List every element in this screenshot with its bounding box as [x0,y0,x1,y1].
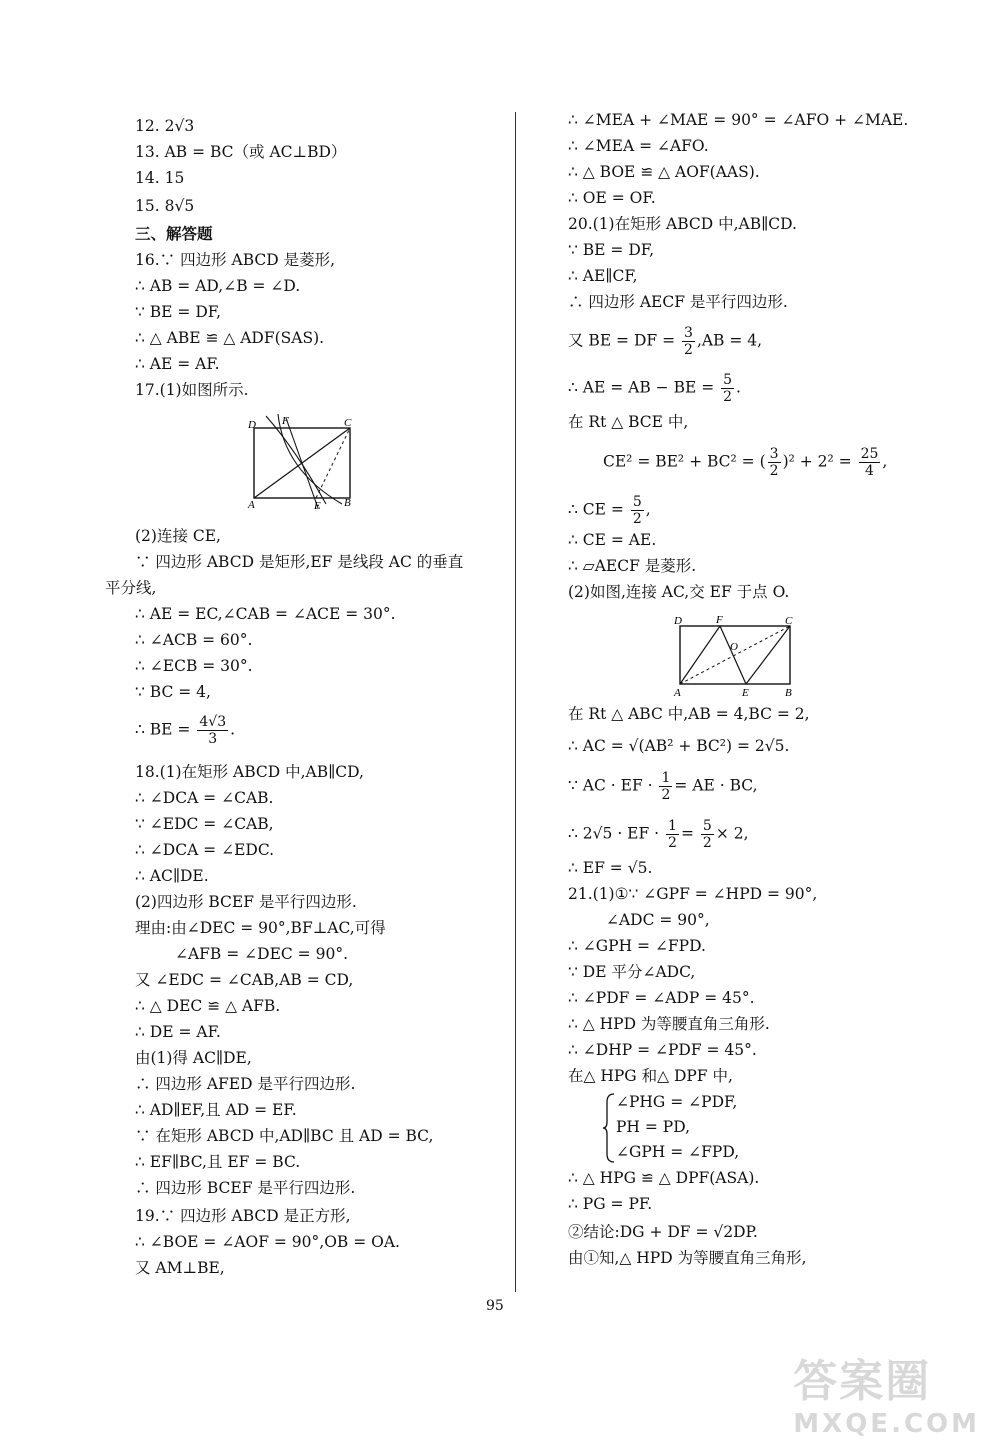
watermark-domain: MXQE.COM [793,1409,980,1439]
q17-fraction-line [135,714,235,747]
denominator: 2 [668,835,677,851]
q17-line: (2)连接 CE, [135,527,221,545]
fig17-label-f: F [282,415,289,427]
q17-line: 17.(1)如图所示. [135,381,249,399]
text: = AE · BC, [674,776,758,795]
q21-line: ②结论:DG + DF = √2DP. [568,1223,758,1241]
numerator: 5 [632,494,642,510]
q18-line: (2)四边形 BCEF 是平行四边形. [135,893,357,911]
text: = [680,824,694,843]
q18-line: ∵ 在矩形 ABCD 中,AD∥BC 且 AD = BC, [135,1127,434,1145]
fraction [701,818,714,851]
q20-line: (2)如图,连接 AC,交 EF 于点 O. [568,583,790,601]
q18-line: ∵ ∠EDC = ∠CAB, [135,815,274,833]
q20-fraction-line [568,770,758,803]
denominator: 2 [702,835,712,851]
fraction [659,770,672,803]
fig20-label-d: D [674,615,682,627]
q21-system-line: ∠PHG = ∠PDF, [616,1093,738,1111]
denominator: 2 [632,511,642,527]
q21-line: ∴ PG = PF. [568,1195,653,1213]
text: ∴ BE = [135,720,191,739]
fraction [859,446,881,479]
q20-fraction-line [568,325,762,358]
numerator: 3 [769,446,779,462]
fig20-label-c: C [785,615,793,627]
q21-line: ∴ △ HPG ≌ △ DPF(ASA). [568,1169,760,1187]
q18-line: 由(1)得 AC∥DE, [135,1049,252,1067]
column-divider [515,112,516,1292]
fraction [631,494,644,527]
text: ∵ AC · EF · [568,776,653,795]
answer-13: 13. AB = BC（或 AC⊥BD） [135,143,347,161]
q19-cont-line: ∴ OE = OF. [568,189,656,207]
fig17-label-e: E [314,500,321,510]
q17-line: ∴ ∠ACB = 60°. [135,631,253,649]
page-number: 95 [486,1298,504,1314]
brace-icon [602,1092,616,1164]
q19-line: ∴ ∠BOE = ∠AOF = 90°,OB = OA. [135,1233,400,1251]
numerator: 5 [702,818,712,834]
q20-line: ∴ EF = √5. [568,859,653,877]
q19-cont-line: ∴ △ BOE ≌ △ AOF(AAS). [568,163,760,181]
q18-line: ∴ ∠DCA = ∠CAB. [135,789,274,807]
denominator: 2 [661,787,671,803]
q21-line: ∠ADC = 90°, [606,911,710,929]
denominator: 3 [208,731,218,747]
text: . [736,378,741,397]
q18-line: 理由:由∠DEC = 90°,BF⊥AC,可得 [135,919,386,937]
q21-line: 在△ HPG 和△ DPF 中, [568,1067,733,1085]
q18-line: ∴ 四边形 BCEF 是平行四边形. [135,1179,356,1197]
denominator: 4 [865,463,874,479]
q20-fraction-line [568,818,749,851]
q18-line: ∴ ∠DCA = ∠EDC. [135,841,275,859]
numerator: 3 [684,325,693,341]
text: × 2, [715,824,749,843]
q16-line: 16.∵ 四边形 ABCD 是菱形, [135,251,336,269]
q17-line: ∵ 四边形 ABCD 是矩形,EF 是线段 AC 的垂直 [135,553,464,571]
numerator: 5 [723,372,733,388]
fig17-label-b: B [344,497,351,509]
text: , [645,500,651,519]
q18-line: 18.(1)在矩形 ABCD 中,AB∥CD, [135,763,364,781]
text: )² + 2² = [782,452,852,471]
watermark-text: 答案圈 [793,1356,932,1407]
q16-line: ∴ AE = AF. [135,355,220,373]
q21-line: ∴ ∠PDF = ∠ADP = 45°. [568,989,755,1007]
figure-17-rectangle [246,410,360,510]
q18-line: ∠AFB = ∠DEC = 90°. [175,945,348,963]
text: ,AB = 4, [696,331,763,350]
q20-fraction-line [603,446,887,479]
q19-cont-line: ∴ ∠MEA = ∠AFO. [568,137,709,155]
q21-system-line: ∠GPH = ∠FPD, [616,1143,740,1161]
fig17-label-c: C [344,417,352,429]
q21-line: 由①知,△ HPD 为等腰直角三角形, [568,1249,807,1267]
q18-line: ∴ DE = AF. [135,1023,221,1041]
q18-line: ∴ EF∥BC,且 EF = BC. [135,1153,301,1171]
q18-line: ∴ AD∥EF,且 AD = EF. [135,1101,297,1119]
q19-line: 19.∵ 四边形 ABCD 是正方形, [135,1207,351,1225]
denominator: 2 [723,389,733,405]
answer-15: 15. 8√5 [135,197,195,215]
answer-12: 12. 2√3 [135,117,195,135]
q20-line: 20.(1)在矩形 ABCD 中,AB∥CD. [568,215,797,233]
q21-line: 21.(1)①∵ ∠GPF = ∠HPD = 90°, [568,885,818,903]
q17-line: 平分线, [105,579,157,597]
q20-line: ∴ ▱AECF 是菱形. [568,557,697,575]
q21-line: ∵ DE 平分∠ADC, [568,963,696,981]
q20-line: ∴ AE∥CF, [568,267,638,285]
fig17-label-a: A [248,499,255,510]
q18-line: ∴ 四边形 AFED 是平行四边形. [135,1075,356,1093]
denominator: 2 [769,463,779,479]
fig20-label-b: B [785,687,792,698]
text: ∴ AE = AB − BE = [568,378,715,397]
text: . [230,720,236,739]
q21-line: ∴ ∠GPH = ∠FPD. [568,937,706,955]
fig20-label-a: A [674,687,681,698]
fig17-label-d: D [248,419,256,431]
q20-line: ∴ AC = √(AB² + BC²) = 2√5. [568,737,790,755]
text: ∴ CE = [568,500,624,519]
q20-line: ∴ 四边形 AECF 是平行四边形. [568,293,788,311]
q20-fraction-line [568,494,651,527]
watermark-logo [793,1345,980,1439]
text: , [882,452,888,471]
q21-system-line: PH = PD, [616,1118,691,1136]
denominator: 2 [684,342,693,358]
text: CE² = BE² + BC² = ( [603,452,766,471]
q19-cont-line: ∴ ∠MEA + ∠MAE = 90° = ∠AFO + ∠MAE. [568,111,909,129]
fraction [721,372,734,405]
q17-line: ∴ AE = EC,∠CAB = ∠ACE = 30°. [135,605,396,623]
q21-line: ∴ ∠DHP = ∠PDF = 45°. [568,1041,757,1059]
q20-line: ∵ BE = DF, [568,241,655,259]
q16-line: ∵ BE = DF, [135,303,222,321]
fig20-label-e: E [742,687,749,698]
q16-line: ∴ AB = AD,∠B = ∠D. [135,277,301,295]
figure-20-rectangle [672,612,802,698]
fig20-label-f: F [716,614,723,626]
q18-line: 又 ∠EDC = ∠CAB,AB = CD, [135,971,354,989]
fig20-label-o: O [730,641,738,653]
numerator: 25 [860,446,879,462]
section-heading: 三、解答题 [135,224,213,243]
text: ∴ 2√5 · EF · [568,824,660,843]
numerator: 4√3 [199,714,227,730]
q17-line: ∴ ∠ECB = 30°. [135,657,253,675]
text: 又 BE = DF = [568,331,676,350]
q20-fraction-line [568,372,741,405]
q20-line: 在 Rt △ BCE 中, [568,413,689,431]
q17-line: ∵ BC = 4, [135,683,211,701]
q18-line: ∴ AC∥DE. [135,867,209,885]
fraction [666,818,679,851]
fraction [197,714,228,747]
fraction [768,446,781,479]
q18-line: ∴ △ DEC ≌ △ AFB. [135,997,281,1015]
numerator: 1 [668,818,677,834]
fraction [682,325,695,358]
q20-line: 在 Rt △ ABC 中,AB = 4,BC = 2, [568,705,810,723]
q21-line: ∴ △ HPD 为等腰直角三角形. [568,1015,770,1033]
numerator: 1 [661,770,671,786]
answer-14: 14. 15 [135,169,185,187]
q20-line: ∴ CE = AE. [568,531,657,549]
q19-line: 又 AM⊥BE, [135,1259,225,1277]
q16-line: ∴ △ ABE ≌ △ ADF(SAS). [135,329,325,347]
